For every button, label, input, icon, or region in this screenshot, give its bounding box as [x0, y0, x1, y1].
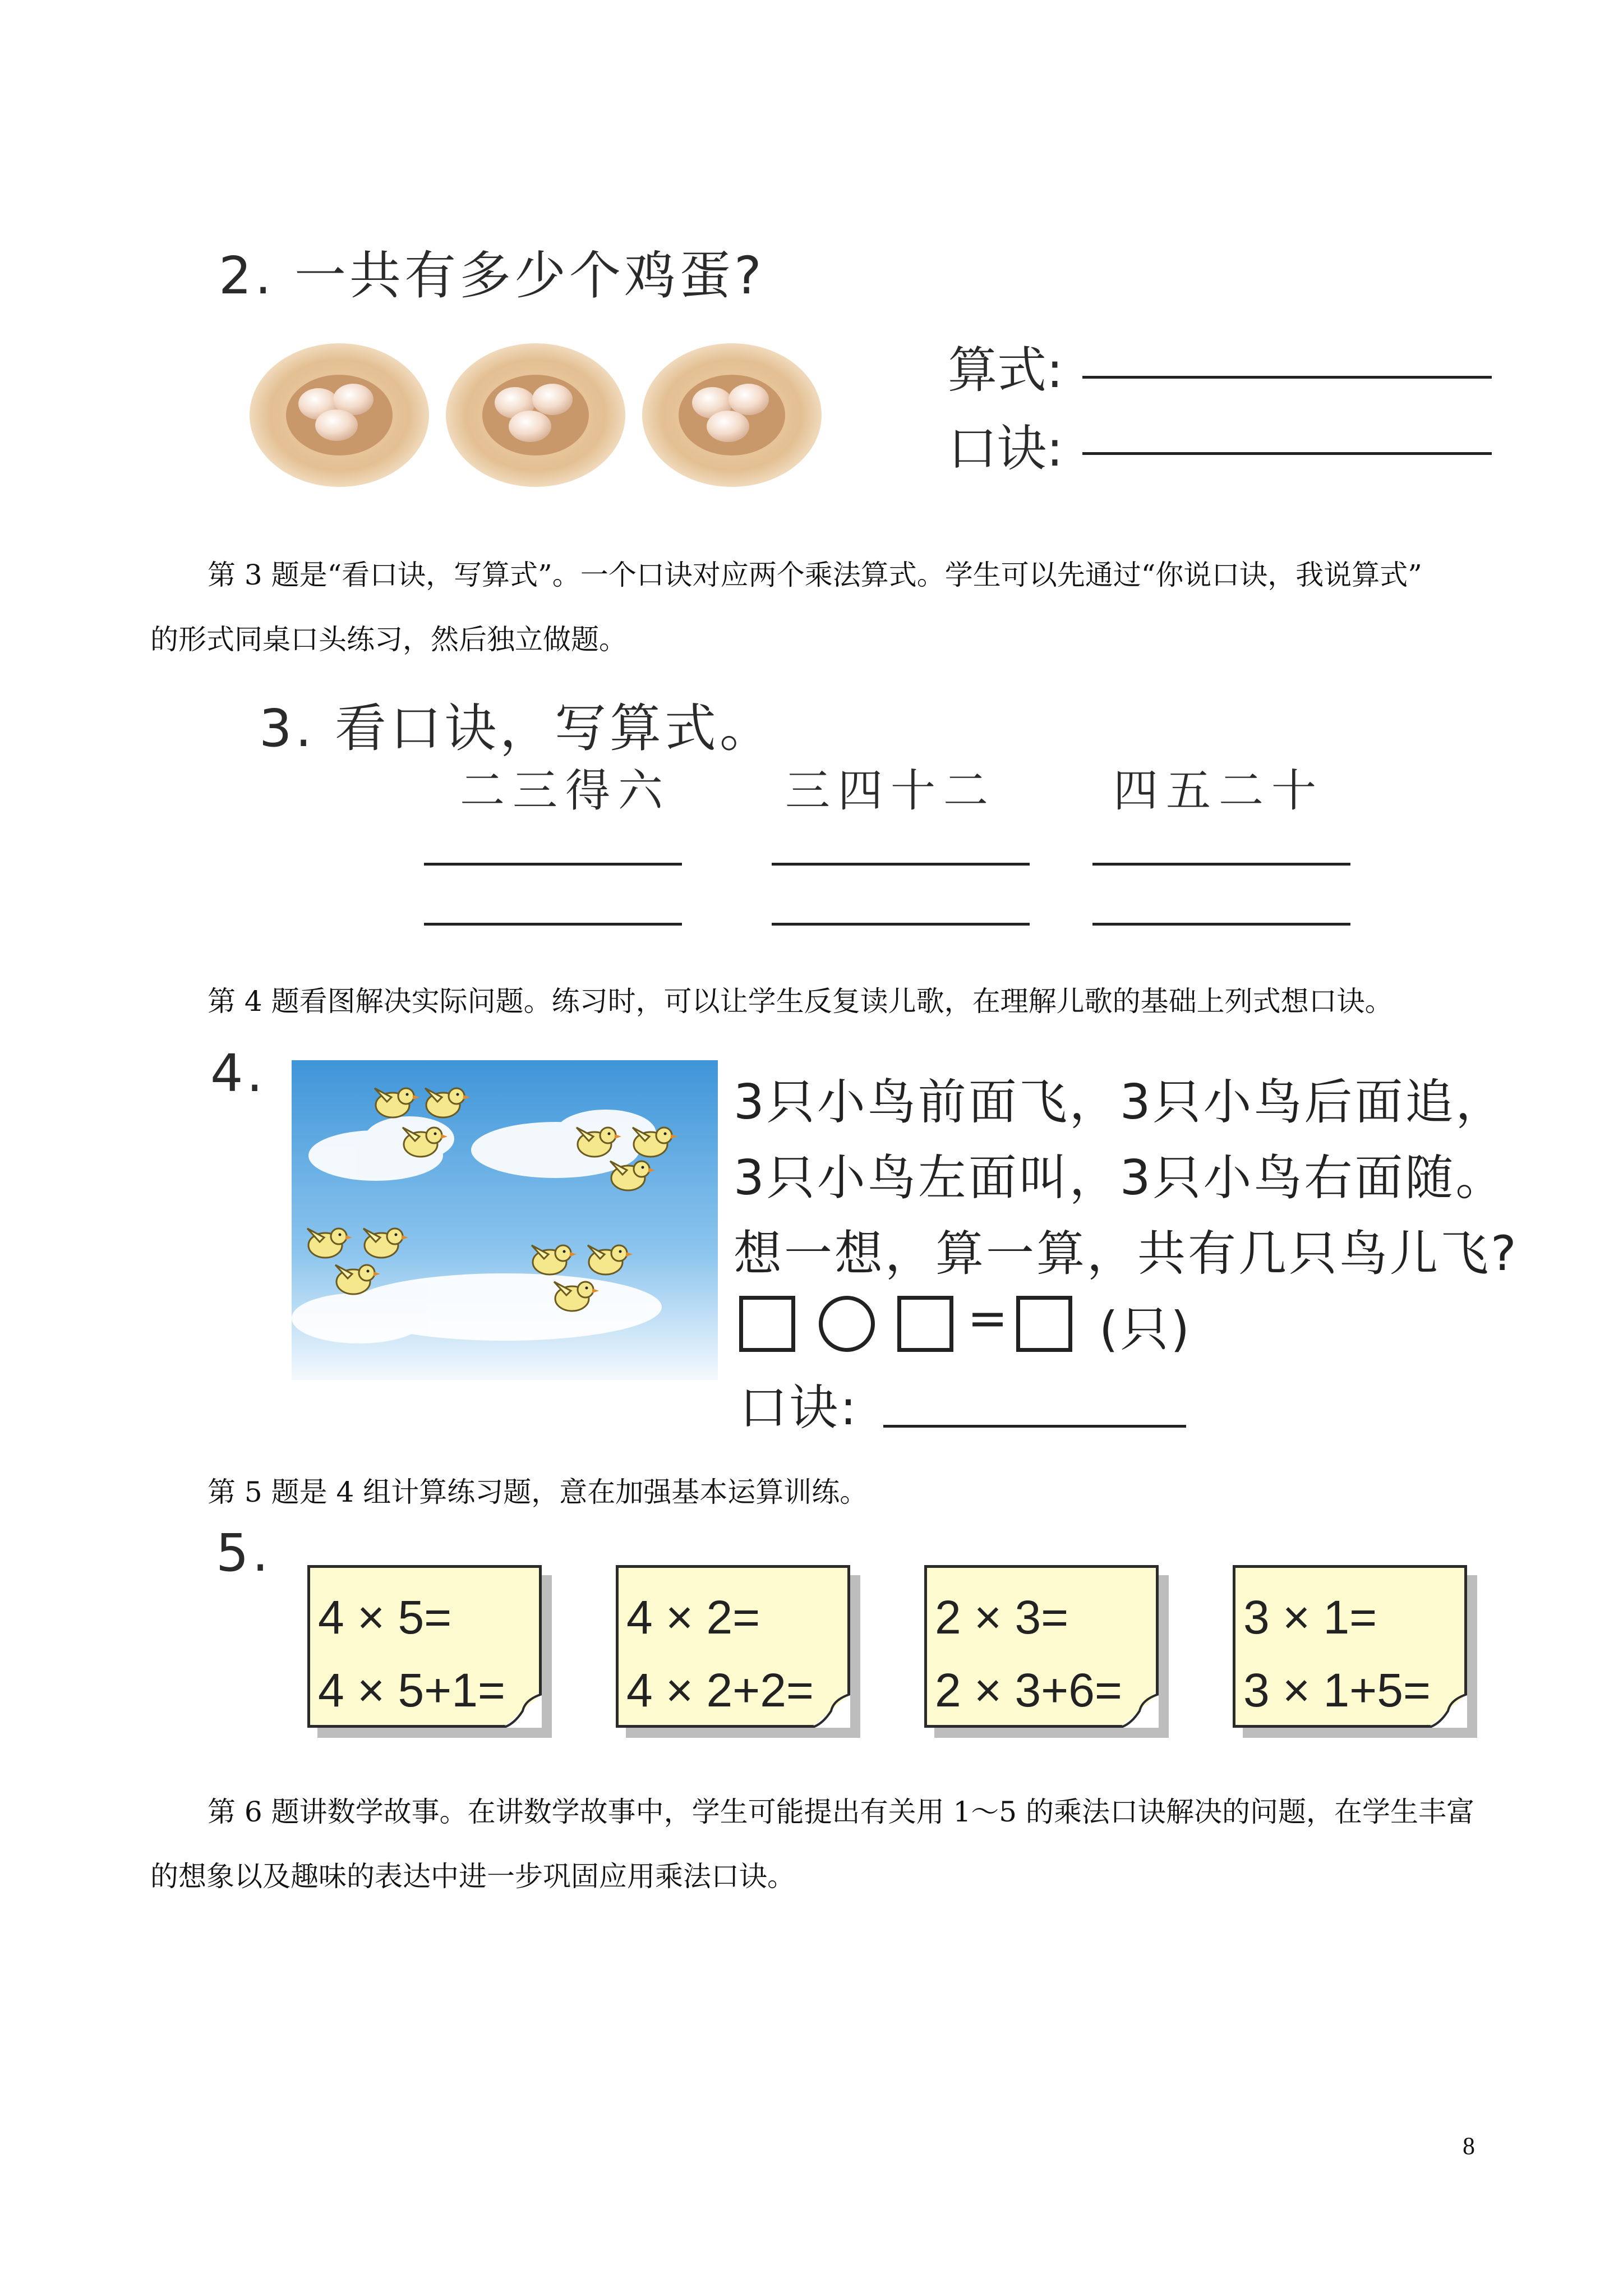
note-6-line-1: 第 6 题讲数学故事。在讲数学故事中，学生可能提出有关用 1～5 的乘法口诀解决的问题，在学生丰富 [208, 1796, 1475, 1828]
card-2-expression-2: 4 × 2+2= [626, 1664, 814, 1717]
operator-circle[interactable] [819, 1296, 875, 1352]
mnemonic-label: 口诀: [948, 420, 1063, 477]
answer-line-1a[interactable] [424, 863, 682, 866]
question-2-title: 2. 一共有多少个鸡蛋? [219, 246, 765, 306]
birds-in-sky-illustration [292, 1060, 718, 1380]
answer-line-3a[interactable] [1092, 863, 1350, 866]
answer-line-3b[interactable] [1092, 923, 1350, 926]
calc-card-4 [1233, 1565, 1467, 1728]
egg-nests-illustration [247, 337, 830, 494]
nest-2 [446, 343, 625, 487]
equals-sign: = [967, 1290, 1011, 1346]
card-4-expression-1: 3 × 1= [1243, 1591, 1377, 1644]
card-3-expression-2: 2 × 3+6= [935, 1664, 1122, 1717]
mnemonic-1: 二三得六 [460, 765, 671, 817]
note-3-line-2: 的形式同桌口头练习，然后独立做题。 [150, 623, 627, 656]
answer-box-3[interactable] [1016, 1296, 1072, 1352]
question-3-title: 3. 看口诀，写算式。 [259, 698, 775, 758]
nest-1 [250, 343, 429, 487]
note-5-line-1: 第 5 题是 4 组计算练习题，意在加强基本运算训练。 [208, 1476, 868, 1508]
card-4-expression-2: 3 × 1+5= [1243, 1664, 1431, 1717]
mnemonic-3: 四五二十 [1113, 765, 1324, 817]
question-5-number: 5. [216, 1523, 272, 1583]
q4-mnemonic-label: 口诀: [739, 1380, 859, 1436]
note-4-line-1: 第 4 题看图解决实际问题。练习时，可以让学生反复读儿歌，在理解儿歌的基础上列式想口诀。 [208, 985, 1393, 1018]
card-1-expression-2: 4 × 5+1= [318, 1664, 505, 1717]
poem-line-3: 想一想，算一算，共有几只鸟儿飞? [734, 1226, 1519, 1282]
folded-corner-icon [502, 1694, 542, 1728]
mnemonic-2: 三四十二 [785, 765, 996, 817]
card-1-expression-1: 4 × 5= [318, 1591, 452, 1644]
unit-label: (只) [1099, 1301, 1192, 1358]
calc-card-3 [924, 1565, 1159, 1728]
folded-corner-icon [1119, 1694, 1159, 1728]
answer-box-1[interactable] [739, 1296, 795, 1352]
formula-answer-line[interactable] [1082, 376, 1492, 379]
nest-3 [642, 343, 822, 487]
answer-box-2[interactable] [897, 1296, 953, 1352]
calc-card-2 [616, 1565, 850, 1728]
note-3-line-1: 第 3 题是“看口诀，写算式”。一个口诀对应两个乘法算式。学生可以先通过“你说口诀，我说算式” [208, 559, 1422, 591]
folded-corner-icon [1428, 1694, 1467, 1728]
folded-corner-icon [811, 1694, 850, 1728]
mnemonic-answer-line[interactable] [1082, 452, 1492, 455]
card-2-expression-1: 4 × 2= [626, 1591, 760, 1644]
answer-line-2a[interactable] [772, 863, 1030, 866]
page-number: 8 [1463, 2132, 1475, 2160]
question-4-number: 4. [210, 1043, 266, 1103]
poem-line-2: 3只小鸟左面叫，3只小鸟右面随。 [734, 1150, 1506, 1206]
note-6-line-2: 的想象以及趣味的表达中进一步巩固应用乘法口诀。 [150, 1860, 795, 1893]
poem-line-1: 3只小鸟前面飞，3只小鸟后面追， [734, 1074, 1506, 1130]
calc-card-1 [307, 1565, 542, 1728]
answer-line-1b[interactable] [424, 923, 682, 926]
q4-mnemonic-answer-line[interactable] [883, 1425, 1186, 1428]
formula-label: 算式: [948, 341, 1063, 399]
answer-line-2b[interactable] [772, 923, 1030, 926]
card-3-expression-1: 2 × 3= [935, 1591, 1069, 1644]
